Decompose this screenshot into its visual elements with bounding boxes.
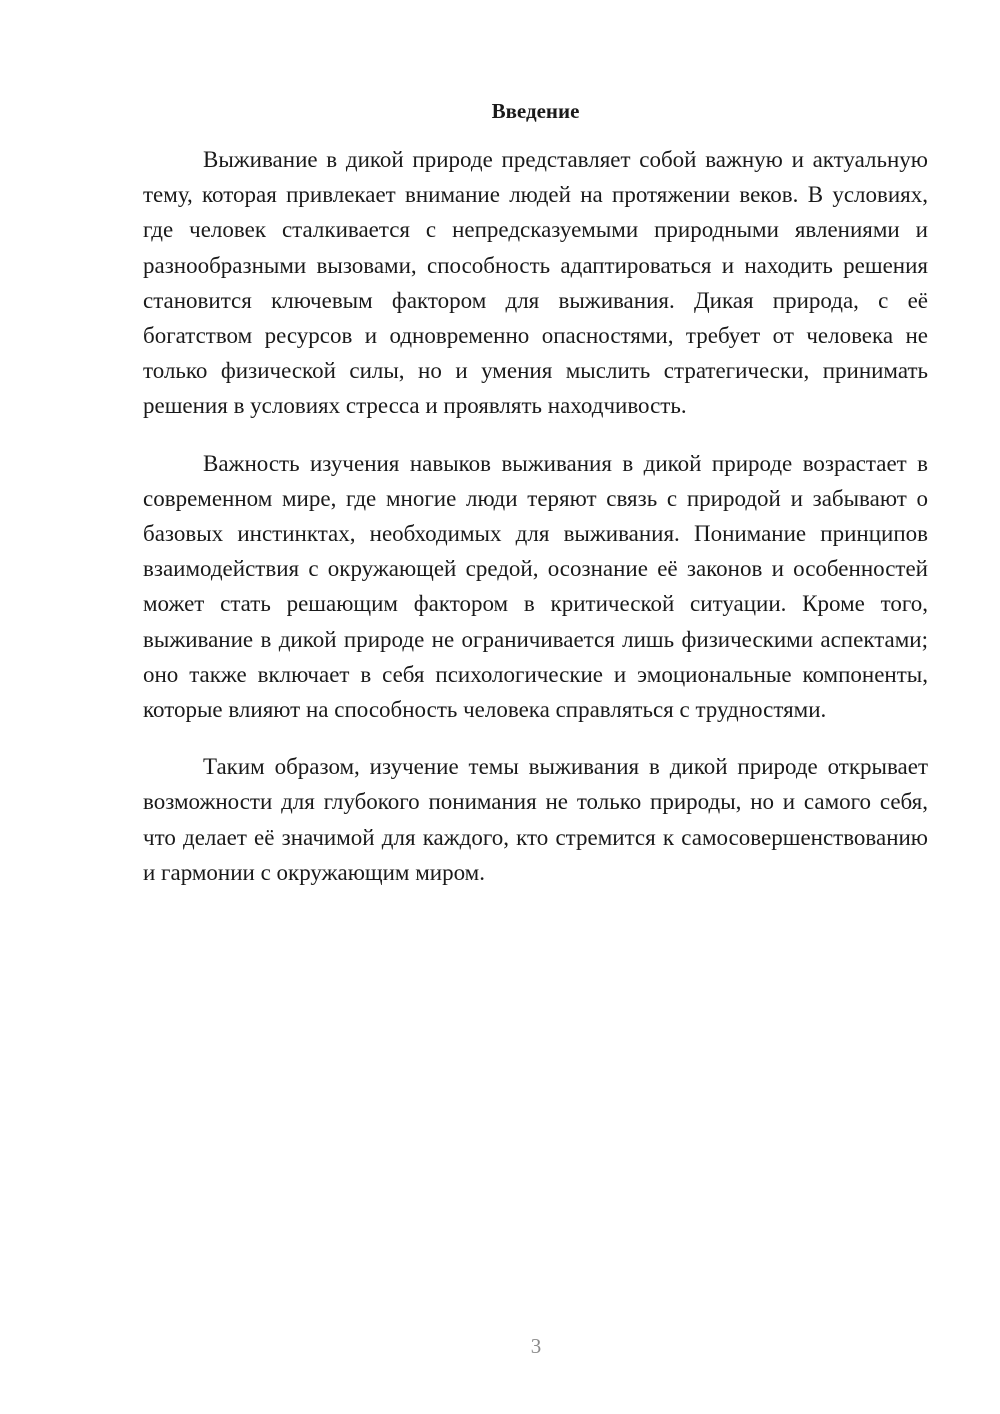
section-heading: Введение (491, 99, 580, 123)
paragraph-3: Таким образом, изучение темы выживания в дикой природе открывает возможности для глубокого понимания не только природы, но и самого себя, что делает её значимой для каждого, кто стремится к самосовершенствованию и гармонии с окружающим миром. (143, 754, 928, 885)
paragraph-1: Выживание в дикой природе представляет собой важную и актуальную тему, которая привлекает внимание людей на протяжении веков. В условиях, где человек сталкивается с непредсказуемыми природными явлениями и разнообразными вызовами, способность адаптироваться и находить решения становится ключевым фактором для выживания. Дикая природа, с её богатством ресурсов и одновременно опасностями, требует от человека не только физической силы, но и умения мыслить стратегически, принимать решения в условиях стресса и проявлять находчивость. (143, 147, 928, 419)
paragraph-2: Важность изучения навыков выживания в дикой природе возрастает в современном мире, где многие люди теряют связь с природой и забывают о базовых инстинктах, необходимых для выживания. Понимание принципов взаимодействия с окружающей средой, осознание её законов и особенностей может стать решающим фактором в критической ситуации. Кроме того, выживание в дикой природе не ограничивается лишь физическими аспектами; оно также включает в себя психологические и эмоциональные компоненты, которые влияют на способность человека справляться с трудностями. (143, 450, 928, 723)
page-number: 3 (530, 1334, 542, 1358)
body-text (143, 142, 928, 912)
